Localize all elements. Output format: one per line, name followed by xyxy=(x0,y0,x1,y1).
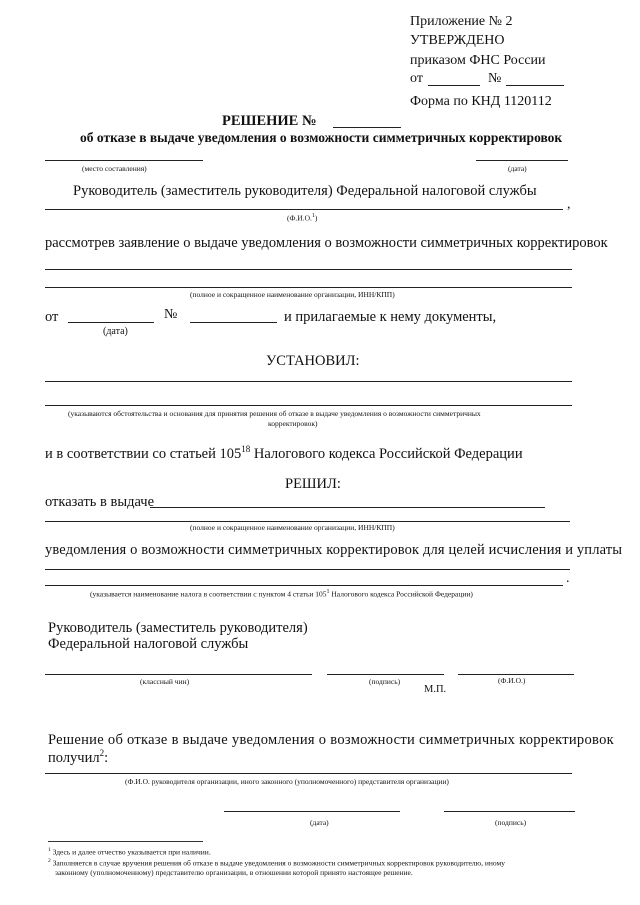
order-number-label: № xyxy=(488,71,502,86)
decided-heading: РЕШИЛ: xyxy=(285,476,341,492)
footnote-1: $^1$ Здесь и далее отчество указывается при наличии. xyxy=(48,847,211,857)
circumstances-caption-2: корректировок) xyxy=(268,419,318,428)
attached-docs: и прилагаемые к нему документы, xyxy=(284,309,497,325)
received-date-line xyxy=(224,811,400,812)
received-signature-line xyxy=(444,811,575,812)
head-fio-line xyxy=(45,209,563,210)
date-caption: (дата) xyxy=(508,164,527,173)
from-label: от xyxy=(45,309,59,325)
footnote-2-line-2: законному (уполномоченному) представителю организации, в отношении которой принято настоящее решение. xyxy=(55,868,413,877)
form-code: Форма по КНД 1120112 xyxy=(410,94,552,109)
org-line-2 xyxy=(45,287,572,288)
from-date-line xyxy=(68,322,154,323)
place-line xyxy=(45,160,203,161)
place-caption: (место составления) xyxy=(82,164,147,173)
from-date-caption: (дата) xyxy=(103,326,128,337)
article-line: и в соответствии со статьей $105^{18}$ Налогового кодекса Российской Федерации xyxy=(45,444,523,462)
class-rank-line xyxy=(45,674,312,675)
order-date-line xyxy=(428,85,480,86)
representative-caption: (Ф.И.О. руководителя организации, иного законного (уполномоченного) представителя организации) xyxy=(125,777,449,786)
order-label: приказом ФНС России xyxy=(410,53,546,68)
circumstance-line-1 xyxy=(45,381,572,382)
decision-number-line xyxy=(333,127,401,128)
notification-line: уведомления о возможности симметричных корректировок для целей исчисления и уплаты xyxy=(45,542,623,558)
signature-line xyxy=(327,674,444,675)
class-rank-caption: (классный чин) xyxy=(140,677,190,686)
refuse-label: отказать в выдаче xyxy=(45,494,155,510)
footnote-2-line-1: $^2$ Заполняется в случае вручения решения об отказе в выдаче уведомления о возможности симметричных корректировок руководителю, иному xyxy=(48,858,506,868)
tax-period: . xyxy=(566,571,570,586)
from-number-label: № xyxy=(164,307,178,322)
org-caption-2: (полное и сокращенное наименование организации, ИНН/КПП) xyxy=(190,523,395,532)
considered-line: рассмотрев заявление о выдаче уведомления о возможности симметричных корректировок xyxy=(45,235,608,251)
head-comma: , xyxy=(567,197,571,212)
circumstance-line-2 xyxy=(45,405,572,406)
representative-line xyxy=(45,773,572,774)
org-line-1 xyxy=(45,269,572,270)
refuse-org-line-1 xyxy=(150,507,545,508)
fio-caption: (Ф.И.О.$^1$) xyxy=(287,213,318,223)
signature-caption: (подпись) xyxy=(369,677,401,686)
appendix-label: Приложение № 2 xyxy=(410,14,513,29)
order-number-line xyxy=(506,85,564,86)
fio-caption-2: (Ф.И.О.) xyxy=(498,676,526,685)
fio-line-2 xyxy=(458,674,574,675)
approved-label: УТВЕРЖДЕНО xyxy=(410,33,505,48)
footnote-separator xyxy=(48,841,203,842)
date-line xyxy=(476,160,568,161)
established-heading: УСТАНОВИЛ: xyxy=(266,353,360,369)
tax-line-2 xyxy=(45,585,563,586)
received-label: получил$^2$: xyxy=(48,748,109,766)
received-line: Решение об отказе в выдаче уведомления о возможности симметричных корректировок xyxy=(48,732,614,748)
received-signature-caption: (подпись) xyxy=(495,818,527,827)
signatory-line-2: Федеральной налоговой службы xyxy=(48,636,249,652)
from-number-line xyxy=(190,322,277,323)
tax-caption: (указывается наименование налога в соответствии с пунктом 4 статьи $105^1$ Налогового кодекса Российской Федерации) xyxy=(90,589,473,599)
decision-subtitle: об отказе в выдаче уведомления о возможности симметричных корректировок xyxy=(80,130,563,145)
head-line: Руководитель (заместитель руководителя) Федеральной налоговой службы xyxy=(73,183,537,199)
stamp-label: М.П. xyxy=(424,684,447,695)
decision-title: РЕШЕНИЕ № xyxy=(222,113,317,129)
circumstances-caption-1: (указываются обстоятельства и основания для принятия решения об отказе в выдаче уведомления о возможности симметричных xyxy=(68,409,481,418)
received-date-caption: (дата) xyxy=(310,818,329,827)
refuse-org-line-2 xyxy=(45,521,570,522)
org-caption: (полное и сокращенное наименование организации, ИНН/КПП) xyxy=(190,290,395,299)
order-from-label: от xyxy=(410,71,423,86)
tax-line-1 xyxy=(45,569,570,570)
signatory-line-1: Руководитель (заместитель руководителя) xyxy=(48,620,308,636)
